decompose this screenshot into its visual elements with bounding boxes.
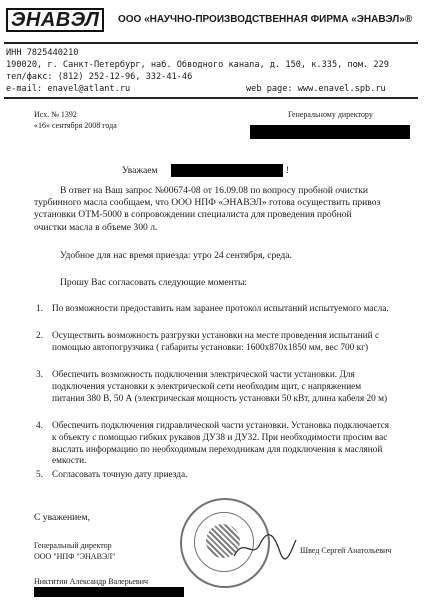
signer-company: ООО "НПФ "ЭНАВЭЛ" xyxy=(34,552,116,561)
closing: С уважением, xyxy=(34,512,91,523)
ref-number: Исх. № 1392 xyxy=(34,110,77,119)
redacted-name xyxy=(171,164,283,177)
greeting-text: Уважаем xyxy=(122,165,158,176)
paragraph-arrival: Удобное для нас время приезда: утро 24 сентября, среда. xyxy=(60,250,292,261)
greeting-exclamation: ! xyxy=(286,165,290,176)
signature-icon xyxy=(230,530,300,566)
company-name: ООО «НАУЧНО-ПРОИЗВОДСТВЕННАЯ ФИРМА «ЭНАВЭЛ»® xyxy=(118,14,413,25)
list-item xyxy=(36,304,392,316)
list-item xyxy=(36,331,392,355)
signer-title: Генеральный директор xyxy=(34,541,112,550)
list-item xyxy=(36,470,392,482)
list-item xyxy=(36,370,392,405)
paragraph-points: Прошу Вас согласовать следующие моменты: xyxy=(60,277,248,288)
list-number: 1. xyxy=(36,304,43,314)
list-item xyxy=(36,421,392,468)
logo-text: ЭНАВЭЛ xyxy=(6,8,104,32)
list-text: Обеспечить возможность подключения электрической части установки. Для подключения установки к электрической сети необходим щит, с напряжением питания 380 В, 50 А (электрическая мощность установки 50 кВт, длина кабеля 20 м) xyxy=(52,370,388,404)
inn: ИНН 7825440210 xyxy=(6,48,79,58)
email: e-mail: enavel@atlant.ru xyxy=(6,84,131,94)
list-number: 3. xyxy=(36,370,43,380)
list-number: 4. xyxy=(36,421,43,431)
header-divider xyxy=(4,42,418,44)
phone: тел/факс: (812) 252-12-96, 332-41-46 xyxy=(6,72,193,82)
redacted-contact xyxy=(34,587,184,597)
paragraph-request: В ответ на Ваш запрос №00674-08 от 16.09.08 по вопросу пробной очистки турбинного масла сообщаем, что ООО НПФ «ЭНАВЭЛ» готова осуществить привоз установки ОТМ-5000 в сопровождении специалиста для проведения пробной очистки масла в объеме 300 л. xyxy=(34,185,381,233)
redacted-addressee xyxy=(250,125,410,139)
list-text: По возможности предоставить нам заранее протокол испытаний испытуемого масла. xyxy=(52,304,389,314)
company-logo xyxy=(6,8,104,32)
list-text: Обеспечить подключения гидравлической части установки. Установка подключается к объекту с помощью гибких рукавов ДУ38 и ДУ32. При необходимости просим вас выслать информацию по необходимым переходникам для подключения к масляной емкости. xyxy=(52,421,390,467)
address: 190020, г. Санкт-Петербург, наб. Обводного канала, д. 150, к.335, пом. 229 xyxy=(6,60,389,70)
list-text: Согласовать точную дату приезда. xyxy=(52,470,188,480)
header-bottom-divider xyxy=(4,97,418,99)
letter-date: «16» сентября 2008 года xyxy=(34,121,117,130)
website: web page: www.enavel.spb.ru xyxy=(246,84,386,94)
signer-name: Швед Сергей Анатольевич xyxy=(300,546,392,555)
list-text: Осуществить возможность разгрузки установки на месте проведения испытаний с помощью автопогрузчика ( габариты установки: 1600х870х1850 мм, вес 700 кг) xyxy=(52,331,380,353)
executor-name: Никтитин Александр Валерьевич xyxy=(34,577,149,586)
list-number: 5. xyxy=(36,470,43,480)
addressee-title: Генеральному директору xyxy=(288,110,373,119)
list-number: 2. xyxy=(36,331,43,341)
greeting xyxy=(122,165,158,177)
